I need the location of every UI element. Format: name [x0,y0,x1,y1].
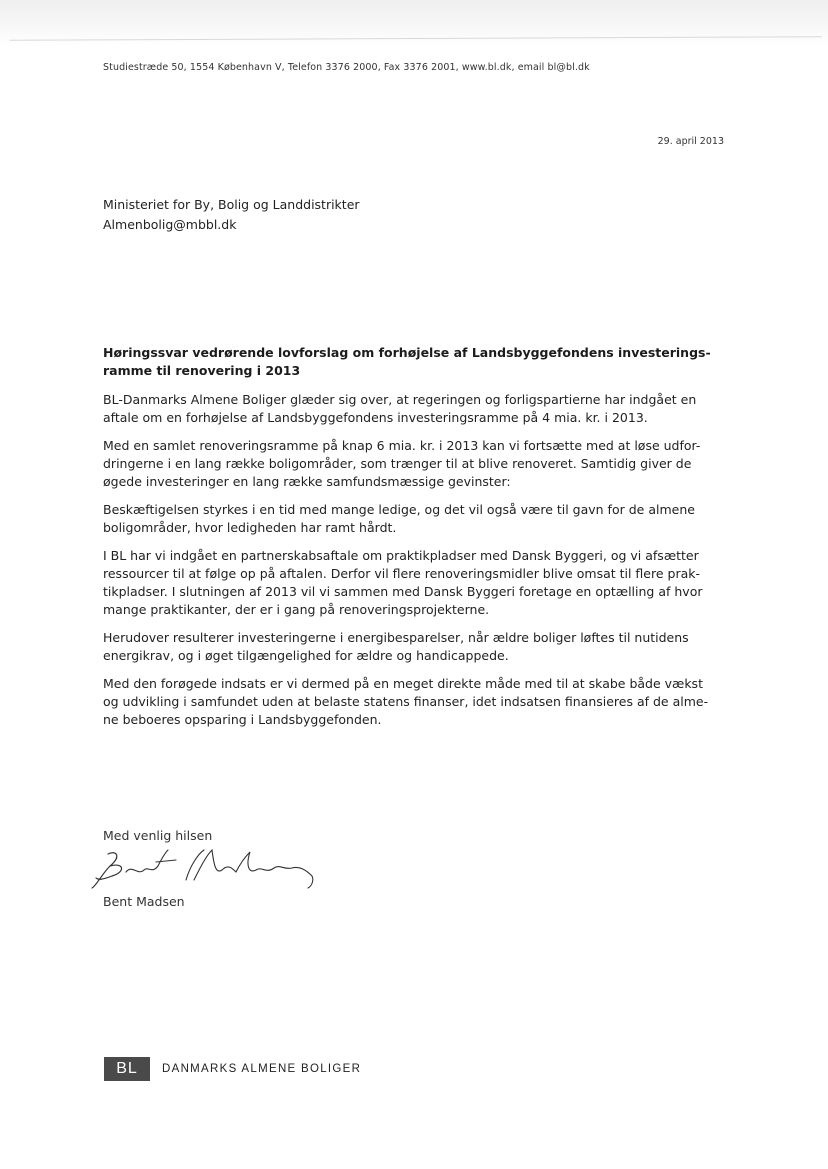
body-line: dringerne i en lang række boligområder, som trænger til at blive renoveret. Samtidig giver de [103,456,692,471]
letter-body [103,391,725,739]
body-line: Med den forøgede indsats er vi dermed på en meget direkte måde med til at skabe både vækst [103,676,703,691]
letter-subject [103,344,728,380]
body-line: og udvikling i samfundet uden at belaste statens finanser, idet indsatsen finansieres af de alme- [103,694,709,709]
body-line: tikpladser. I slutningen af 2013 vil vi sammen med Dansk Byggeri foretage en optælling af hvor [103,584,703,599]
recipient-email: Almenbolig@mbbl.dk [103,217,237,232]
organization-logo [104,1057,361,1081]
body-line: Herudover resulterer investeringerne i energibesparelser, når ældre boliger løftes til nutidens [103,630,689,645]
letter-date: 29. april 2013 [657,136,724,147]
body-line: Med en samlet renoveringsramme på knap 6 mia. kr. i 2013 kan vi fortsætte med at løse udfor- [103,438,701,453]
signer-name: Bent Madsen [103,894,185,909]
handwritten-signature [86,846,322,896]
scan-edge [0,0,828,46]
closing-greeting: Med venlig hilsen [103,828,213,843]
recipient-block [103,195,360,235]
body-paragraph [103,629,725,665]
body-paragraph [103,675,725,729]
body-line: boligområder, hvor ledigheden har ramt hårdt. [103,520,397,535]
body-line: energikrav, og i øget tilgængelighed for ældre og handicappede. [103,648,509,663]
body-paragraph [103,501,725,537]
logo-mark: BL [104,1057,150,1081]
body-line: Beskæftigelsen styrkes i en tid med mange ledige, og det vil også være til gavn for de almene [103,502,695,517]
subject-line-2: ramme til renovering i 2013 [103,363,301,378]
recipient-name: Ministeriet for By, Bolig og Landdistrikter [103,197,360,212]
subject-line-1: Høringssvar vedrørende lovforslag om forhøjelse af Landsbyggefondens investerings- [103,345,711,360]
body-paragraph [103,391,725,427]
body-line: BL-Danmarks Almene Boliger glæder sig over, at regeringen og forligspartierne har indgået en [103,392,697,407]
body-paragraph [103,437,725,491]
body-line: aftale om en forhøjelse af Landsbyggefondens investeringsramme på 4 mia. kr. i 2013. [103,410,648,425]
body-line: I BL har vi indgået en partnerskabsaftale om praktikpladser med Dansk Byggeri, og vi afsætter [103,548,699,563]
body-line: øgede investeringer en lang række samfundsmæssige gevinster: [103,474,511,489]
logo-name: DANMARKS ALMENE BOLIGER [162,1063,362,1075]
sender-address: Studiestræde 50, 1554 København V, Telefon 3376 2000, Fax 3376 2001, www.bl.dk, email bl@bl.dk [103,62,590,73]
body-line: mange praktikanter, der er i gang på renoveringsprojekterne. [103,602,490,617]
body-line: ressourcer til at følge op på aftalen. Derfor vil flere renoveringsmidler blive omsat til flere prak- [103,566,701,581]
body-paragraph [103,547,725,619]
body-line: ne beboeres opsparing i Landsbyggefonden. [103,712,382,727]
